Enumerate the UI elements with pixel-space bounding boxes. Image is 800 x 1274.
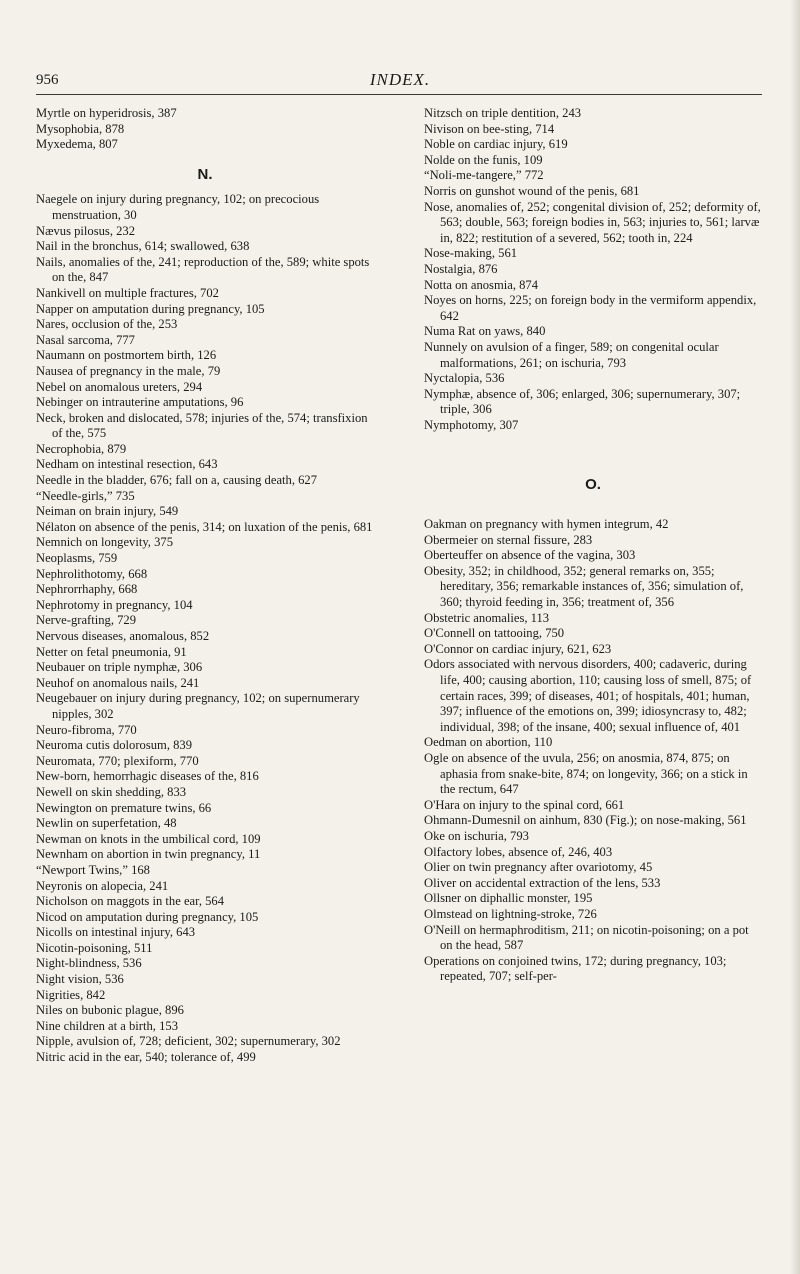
index-entry: Notta on anosmia, 874 — [424, 277, 539, 292]
index-entry: Nitric acid in the ear, 540; tolerance of, 499 — [36, 1050, 256, 1065]
index-entry: Nyctalopia, 536 — [424, 371, 505, 386]
index-entry: Nebinger on intrauterine amputations, 96 — [36, 395, 244, 410]
index-entry: Nephrorrhaphy, 668 — [36, 582, 138, 597]
index-entry: Newnham on abortion in twin pregnancy, 11 — [36, 847, 261, 862]
index-entry: Oke on ischuria, 793 — [424, 828, 529, 843]
index-entry: Nail in the bronchus, 614; swallowed, 638 — [36, 239, 250, 254]
index-entry: Myrtle on hyperidrosis, 387 — [36, 106, 177, 120]
index-entry: Nemnich on longevity, 375 — [36, 535, 173, 550]
index-entry: Nephrotomy in pregnancy, 104 — [36, 597, 193, 612]
index-entry: Neuromata, 770; plexiform, 770 — [36, 753, 199, 768]
index-entry: Olier on twin pregnancy after ovariotomy, 45 — [424, 860, 653, 875]
index-entry: Nails, anomalies of the, 241; reproduction of the, 589; white spots on the, 847 — [36, 254, 370, 285]
index-entry: Newington on premature twins, 66 — [36, 800, 212, 815]
index-entry: O'Hara on injury to the spinal cord, 661 — [424, 797, 625, 812]
index-entry: Nicod on amputation during pregnancy, 105 — [36, 909, 259, 924]
section-letter-n: N. — [197, 165, 213, 183]
index-entry: Night vision, 536 — [36, 972, 124, 987]
index-entry: Newell on skin shedding, 833 — [36, 784, 187, 799]
index-entry: Oedman on abortion, 110 — [424, 735, 553, 750]
index-entry: Oberteuffer on absence of the vagina, 303 — [424, 548, 636, 563]
header-rule — [36, 94, 762, 95]
index-entry: Nerve-grafting, 729 — [36, 613, 137, 628]
index-entry: O'Connor on cardiac injury, 621, 623 — [424, 641, 612, 656]
index-entry: Nose, anomalies of, 252; congenital division of, 252; deformity of, 563; double, 563; foreign bodies in, 563; injuries to, 561; larvæ in, 822; restitution of a severed, 562; tooth in, 224 — [424, 199, 761, 245]
index-entry: Naumann on postmortem birth, 126 — [36, 348, 217, 363]
index-entry: Oakman on pregnancy with hymen integrum, 42 — [424, 517, 669, 532]
index-entry: Nankivell on multiple fractures, 702 — [36, 285, 219, 300]
index-entry: Neuroma cutis dolorosum, 839 — [36, 738, 193, 753]
index-entry: Nicotin-poisoning, 511 — [36, 940, 153, 955]
index-entry: Olfactory lobes, absence of, 246, 403 — [424, 844, 613, 859]
index-entry: Mysophobia, 878 — [36, 121, 125, 136]
index-entry: Neuro-fibroma, 770 — [36, 722, 137, 737]
index-entry: Nicholson on maggots in the ear, 564 — [36, 894, 225, 909]
index-entry: Newman on knots in the umbilical cord, 109 — [36, 831, 261, 846]
index-entry: Neiman on brain injury, 549 — [36, 504, 179, 519]
index-entry: Nedham on intestinal resection, 643 — [36, 457, 218, 472]
index-entry: Nausea of pregnancy in the male, 79 — [36, 363, 221, 378]
index-entry: Oliver on accidental extraction of the lens, 533 — [424, 875, 661, 890]
index-entry: Odors associated with nervous disorders, 400; cadaveric, during life, 400; causing abortion, 110; causing loss of smell, 875; of certain races, 399; of diseases, 401; of hospitals, 401; human, 397; influence of the emotions on, 399; idiosyncrasy to, 482; individual, 398; of the insane, 400; sexual influence of, 401 — [424, 657, 752, 734]
index-entry: Nélaton on absence of the penis, 314; on luxation of the penis, 681 — [36, 519, 373, 534]
right-column — [424, 106, 762, 985]
index-entry: Needle in the bladder, 676; fall on a, causing death, 627 — [36, 473, 318, 488]
index-entry: Nivison on bee-sting, 714 — [424, 121, 555, 136]
index-entry: Netter on fetal pneumonia, 91 — [36, 644, 187, 659]
index-entry: Numa Rat on yaws, 840 — [424, 324, 546, 339]
index-entry: O'Connell on tattooing, 750 — [424, 626, 565, 641]
index-entry: Olmstead on lightning-stroke, 726 — [424, 906, 597, 921]
index-entry: Obermeier on sternal fissure, 283 — [424, 532, 593, 547]
index-entry: Nunnely on avulsion of a finger, 589; on congenital ocular malformations, 261; on ischuria, 793 — [424, 339, 719, 370]
index-entry: Neuhof on anomalous nails, 241 — [36, 675, 200, 690]
index-entry: Necrophobia, 879 — [36, 441, 127, 456]
index-entry: Neck, broken and dislocated, 578; injuries of the, 574; transfixion of the, 575 — [36, 410, 368, 441]
running-head: INDEX. — [369, 70, 431, 89]
index-entry: Night-blindness, 536 — [36, 956, 142, 971]
index-entry: Nasal sarcoma, 777 — [36, 332, 135, 347]
index-entry: Nervous diseases, anomalous, 852 — [36, 629, 210, 643]
index-entry: Nymphotomy, 307 — [424, 417, 519, 432]
left-column — [36, 106, 374, 1066]
index-entry: O'Neill on hermaphroditism, 211; on nicotin-poisoning; on a pot on the head, 587 — [424, 922, 749, 953]
index-entry: Nitzsch on triple dentition, 243 — [424, 106, 582, 120]
index-entry: Napper on amputation during pregnancy, 105 — [36, 301, 265, 316]
index-entry: Nipple, avulsion of, 728; deficient, 302; supernumerary, 302 — [36, 1034, 341, 1049]
index-entry: Nigrities, 842 — [36, 987, 106, 1002]
index-entry: Nares, occlusion of the, 253 — [36, 317, 178, 332]
index-entry: Neugebauer on injury during pregnancy, 102; on supernumerary nipples, 302 — [36, 691, 360, 721]
index-entry: Nostalgia, 876 — [424, 261, 498, 276]
index-entry: Nephrolithotomy, 668 — [36, 566, 148, 581]
page-number: 956 — [36, 72, 59, 88]
index-entry: “Newport Twins,” 168 — [36, 862, 150, 877]
index-entry: Nose-making, 561 — [424, 246, 518, 261]
index-entry: Nolde on the funis, 109 — [424, 152, 543, 167]
page-edge-shadow — [790, 0, 800, 1274]
index-entry: Noble on cardiac injury, 619 — [424, 137, 568, 152]
index-entry: Newlin on superfetation, 48 — [36, 816, 177, 831]
index-entry: Noyes on horns, 225; on foreign body in the vermiform appendix, 642 — [424, 293, 757, 323]
index-entry: Neubauer on triple nymphæ, 306 — [36, 660, 203, 675]
index-entry: Ohmann-Dumesnil on ainhum, 830 (Fig.); on nose-making, 561 — [424, 813, 747, 828]
index-entry: Nymphæ, absence of, 306; enlarged, 306; supernumerary, 307; triple, 306 — [424, 386, 741, 417]
section-letter-o: O. — [585, 476, 601, 494]
index-entry: Nicolls on intestinal injury, 643 — [36, 925, 196, 940]
index-entry: Neyronis on alopecia, 241 — [36, 878, 169, 893]
index-entry: Nævus pilosus, 232 — [36, 223, 136, 238]
index-entry: Ogle on absence of the uvula, 256; on anosmia, 874, 875; on aphasia from snake-bite, 874; on longevity, 366; on a stick in the rectum, 647 — [424, 750, 748, 797]
index-entry: New-born, hemorrhagic diseases of the, 816 — [36, 769, 259, 784]
index-entry: “Noli-me-tangere,” 772 — [424, 168, 544, 183]
index-entry: Myxedema, 807 — [36, 137, 118, 152]
index-entry: Naegele on injury during pregnancy, 102; on precocious menstruation, 30 — [36, 192, 320, 222]
index-entry: Norris on gunshot wound of the penis, 681 — [424, 183, 640, 198]
index-entry: Obstetric anomalies, 113 — [424, 610, 550, 625]
index-entry: Niles on bubonic plague, 896 — [36, 1003, 184, 1018]
index-entry: Neoplasms, 759 — [36, 551, 118, 566]
index-entry: “Needle-girls,” 735 — [36, 488, 135, 503]
index-entry: Nebel on anomalous ureters, 294 — [36, 379, 203, 394]
index-entry: Obesity, 352; in childhood, 352; general remarks on, 355; hereditary, 356; remarkable instances of, 356; simulation of, 360; thyroid feeding in, 356; treatment of, 356 — [424, 563, 744, 610]
index-entry: Operations on conjoined twins, 172; during pregnancy, 103; repeated, 707; self-per- — [424, 953, 727, 984]
index-entry: Ollsner on diphallic monster, 195 — [424, 891, 593, 906]
index-entry: Nine children at a birth, 153 — [36, 1018, 178, 1033]
